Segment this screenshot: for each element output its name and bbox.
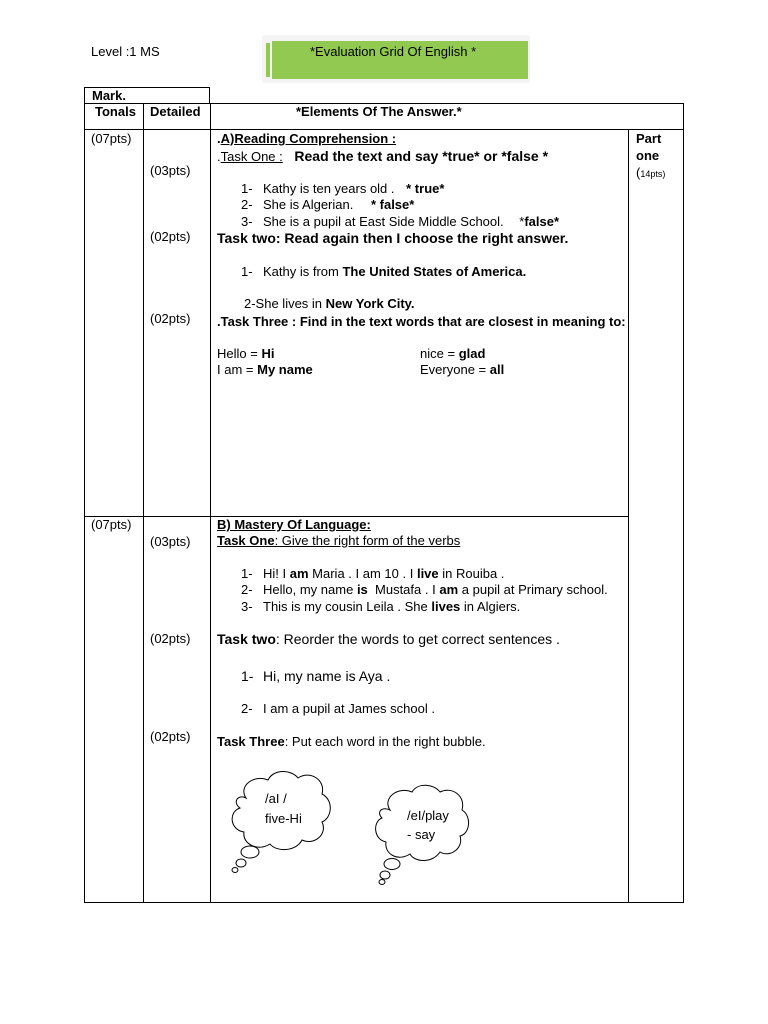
- task3-heading: .Task Three : Find in the text words that are closest in meaning to:: [217, 314, 626, 329]
- b-task2-item-1: 1- Hi, my name is Aya .: [241, 668, 391, 684]
- b-task2-item-2: 2- I am a pupil at James school .: [241, 701, 435, 716]
- section-b-detail-1: (03pts): [150, 534, 191, 549]
- bubble1-line2: five-Hi: [265, 811, 302, 826]
- section-a-detail-1: (03pts): [150, 163, 191, 178]
- bubble2-line2: - say: [407, 827, 436, 842]
- section-b-title: B) Mastery Of Language:: [217, 517, 371, 532]
- part-label: Part one (14pts): [636, 131, 666, 180]
- task2-item-2: 2-She lives in New York City.: [244, 296, 415, 311]
- task1-item-2: 2- She is Algerian. * false*: [241, 197, 415, 212]
- b-task1-heading: Task One: Give the right form of the verbs: [217, 533, 461, 548]
- section-a-detail-2: (02pts): [150, 229, 191, 244]
- col-elements: *Elements Of The Answer.*: [296, 104, 462, 119]
- task1-item-1: 1- Kathy is ten years old . * true*: [241, 181, 445, 196]
- section-b-detail-3: (02pts): [150, 729, 191, 744]
- level-label: Level :1 MS: [91, 44, 160, 59]
- col-detailed: Detailed: [150, 104, 201, 119]
- b-task2-heading: Task two: Reorder the words to get correct sentences .: [217, 631, 560, 647]
- b-task1-item-2: 2- Hello, my name is Mustafa . I am a pupil at Primary school.: [241, 582, 608, 597]
- b-task1-item-1: 1- Hi! I am Maria . I am 10 . I live in Rouiba .: [241, 566, 505, 581]
- pair-i-am: I am = My name: [217, 362, 313, 377]
- pair-nice: nice = glad: [420, 346, 486, 361]
- task1-item-3: 3- She is a pupil at East Side Middle School. *false*: [241, 214, 560, 229]
- section-a-tonal: (07pts): [91, 131, 132, 146]
- document-title: *Evaluation Grid Of English *: [310, 44, 477, 59]
- task2-item-1: 1- Kathy is from The United States of America.: [241, 264, 527, 279]
- b-task3-heading: Task Three: Put each word in the right bubble.: [217, 734, 486, 749]
- col-tonals: Tonals: [95, 104, 136, 119]
- pair-hello: Hello = Hi: [217, 346, 275, 361]
- pair-everyone: Everyone = all: [420, 362, 505, 377]
- section-b-tonal: (07pts): [91, 517, 132, 532]
- title-banner: [262, 35, 530, 83]
- mark-header: Mark.: [92, 88, 126, 103]
- section-a-title: .A)Reading Comprehension :: [217, 131, 397, 146]
- task2-heading: Task two: Read again then I choose the right answer.: [217, 230, 569, 246]
- task1-heading: .Task One : Read the text and say *true* or *false *: [217, 148, 549, 164]
- section-a-detail-3: (02pts): [150, 311, 191, 326]
- b-task1-item-3: 3- This is my cousin Leila . She lives in Algiers.: [241, 599, 521, 614]
- section-b-detail-2: (02pts): [150, 631, 191, 646]
- bubble1-line1: /aI /: [265, 791, 287, 806]
- bubble2-line1: /eI/play: [407, 808, 449, 823]
